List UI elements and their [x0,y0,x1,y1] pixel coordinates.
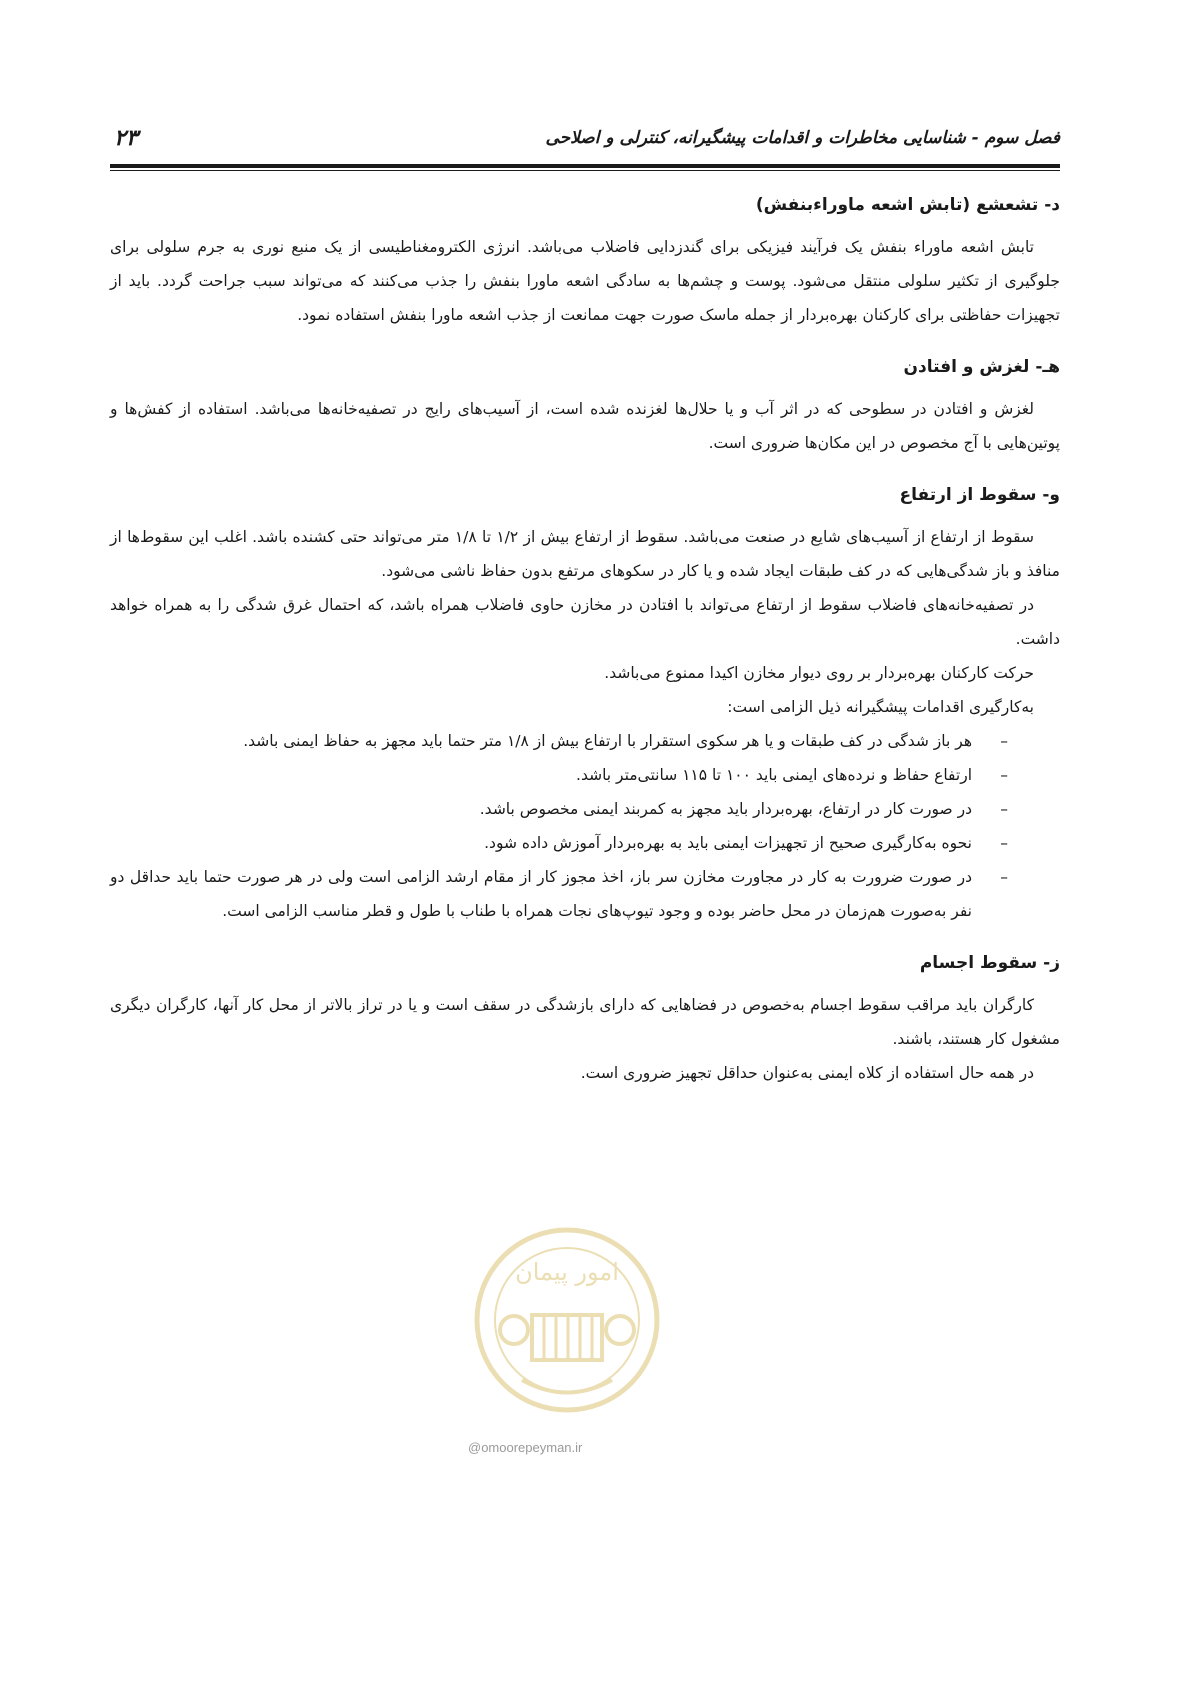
watermark-logo-icon [462,1220,672,1420]
paragraph: سقوط از ارتفاع از آسیب‌های شایع در صنعت می‌باشد. سقوط از ارتفاع بیش از ۱/۲ تا ۱/۸ متر می‌تواند حتی کشنده باشد. اغلب این سقوط‌ها از منافذ و باز شدگی‌هایی که در کف طبقات ایجاد شده و یا کار در سکوهای مرتفع بدون حفاظ ناشی می‌شود. [110,528,1060,580]
bullet-dash: – [1000,800,1008,818]
list-item-text: ارتفاع حفاظ و نرده‌های ایمنی باید ۱۰۰ تا ۱۱۵ سانتی‌متر باشد. [576,766,972,784]
document-page [110,0,1060,1684]
section-slip-fall [110,354,1060,460]
bullet-dash: – [1000,834,1008,852]
paragraph: به‌کارگیری اقدامات پیشگیرانه ذیل الزامی است: [727,698,1034,716]
list-item [110,826,1060,860]
bullet-dash: – [1000,868,1008,886]
paragraph: حرکت کارکنان بهره‌بردار بر روی دیوار مخازن اکیدا ممنوع می‌باشد. [604,664,1034,682]
list-item-text: هر باز شدگی در کف طبقات و یا هر سکوی استقرار با ارتفاع بیش از ۱/۸ متر حتما باید مجهز به حفاظ ایمنی باشد. [243,732,972,750]
list-item-text: نحوه به‌کارگیری صحیح از تجهیزات ایمنی باید به بهره‌بردار آموزش داده شود. [484,834,972,852]
header-rule-thin [110,170,1060,171]
page-content [110,192,1060,1112]
section-radiation [110,192,1060,332]
bullet-dash: – [1000,732,1008,750]
watermark-url: @omoorepeyman.ir [468,1440,583,1455]
section-title: هـ- لغزش و افتادن [903,357,1060,377]
chapter-title: فصل سوم - شناسایی مخاطرات و اقدامات پیشگیرانه، کنترلی و اصلاحی [545,128,1060,148]
section-title: د- تشعشع (تابش اشعه ماوراءبنفش) [755,195,1060,215]
paragraph: تابش اشعه ماوراء بنفش یک فرآیند فیزیکی برای گندزدایی فاضلاب می‌باشد. انرژی الکترومغناطیسی از یک منبع نوری به جرم سلولی برای جلوگیری از تکثیر سلولی منتقل می‌شود. پوست و چشم‌ها به سادگی اشعه ماورا بنفش را جذب می‌کنند که می‌تواند سبب جراحت گردد. باید از تجهیزات حفاظتی برای کارکنان بهره‌بردار از جمله ماسک صورت جهت ممانعت از جذب اشعه ماورا بنفش استفاده نمود. [110,238,1060,324]
list-item [110,724,1060,758]
paragraph: در همه حال استفاده از کلاه ایمنی به‌عنوان حداقل تجهیز ضروری است. [580,1064,1034,1082]
paragraph: در تصفیه‌خانه‌های فاضلاب سقوط از ارتفاع می‌تواند با افتادن در مخازن حاوی فاضلاب همراه باشد، که احتمال غرق شدگی را به همراه خواهد داشت. [110,596,1060,648]
section-falling-objects [110,950,1060,1090]
section-title: ز- سقوط اجسام [919,953,1060,973]
watermark-logo-text: امور پیمان [515,1258,619,1286]
list-item [110,758,1060,792]
paragraph: لغزش و افتادن در سطوحی که در اثر آب و یا حلال‌ها لغزنده شده است، از آسیب‌های رایج در تصفیه‌خانه‌ها می‌باشد. استفاده از کفش‌ها و پوتین‌هایی با آج مخصوص در این مکان‌ها ضروری است. [110,400,1060,452]
list-item-text: در صورت کار در ارتفاع، بهره‌بردار باید مجهز به کمربند ایمنی مخصوص باشد. [479,800,972,818]
paragraph: کارگران باید مراقب سقوط اجسام به‌خصوص در فضاهایی که دارای بازشدگی در سقف است و یا در تراز بالاتر از محل کار آنها، کارگران دیگری مشغول کار هستند، باشند. [110,996,1060,1048]
list-item-text: در صورت ضرورت به کار در مجاورت مخازن سر باز، اخذ مجوز کار از مقام ارشد الزامی است ولی در هر صورت حتما باید حداقل دو نفر به‌صورت هم‌زمان در محل حاضر بوده و وجود تیوپ‌های نجات همراه با طناب با طول و قطر مناسب الزامی است. [110,868,972,920]
page-header [110,126,1060,162]
list-item [110,792,1060,826]
page-number: ۲۳ [114,126,138,151]
section-title: و- سقوط از ارتفاع [899,485,1060,505]
section-fall-from-height [110,482,1060,928]
header-rule-thick [110,164,1060,168]
list-item [110,860,1060,928]
precaution-list [110,724,1060,928]
bullet-dash: – [1000,766,1008,784]
